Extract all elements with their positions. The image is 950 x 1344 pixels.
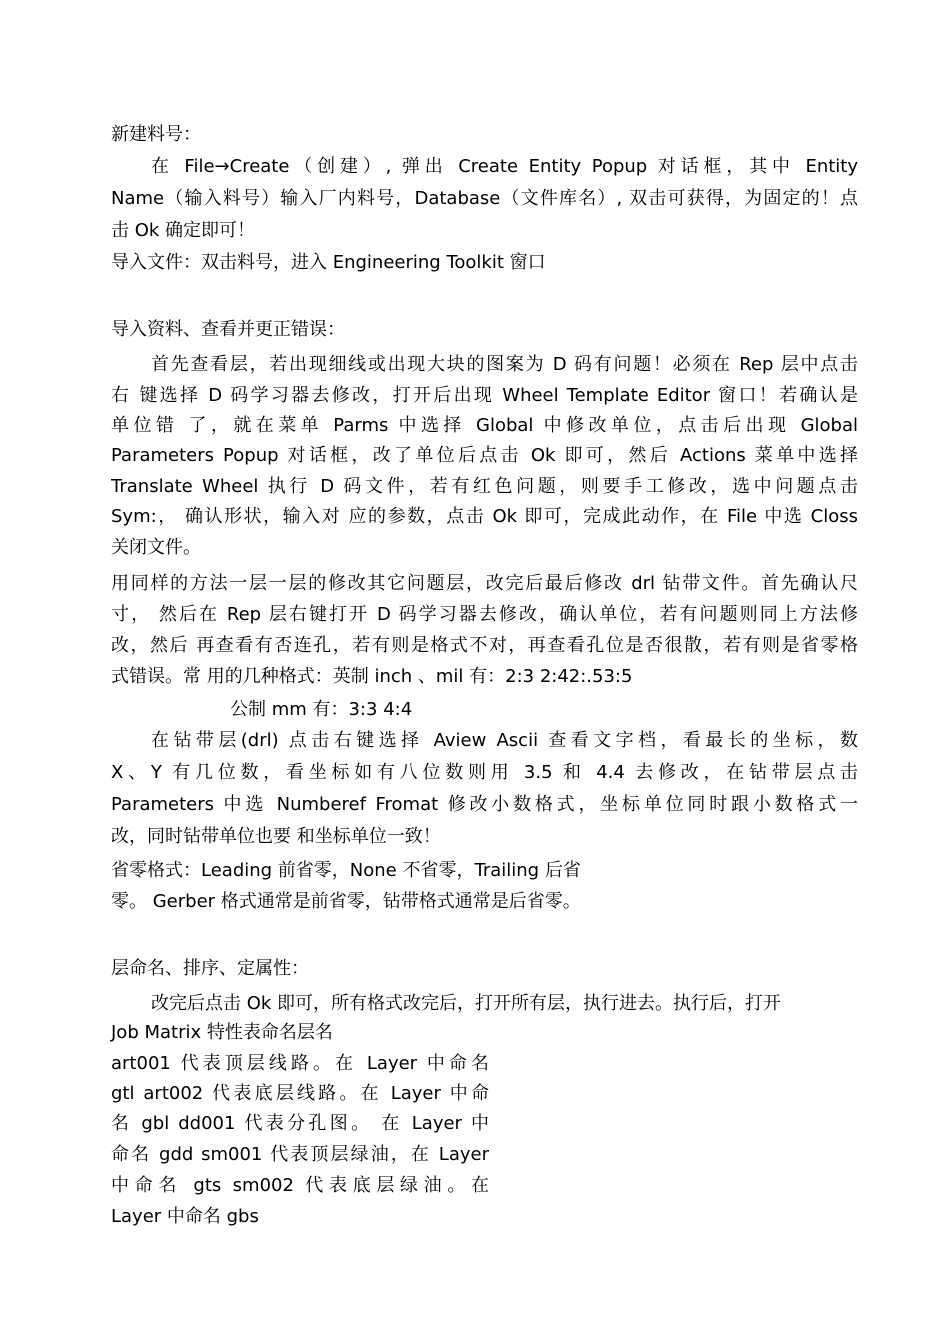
paragraph-line: 在钻带层(drl) 点击右键选择 Aview Ascii 查看文字档，看最长的坐标，数 bbox=[151, 730, 858, 751]
paragraph-line: 公制 mm 有：3:3 4:4 bbox=[230, 699, 413, 720]
paragraph-line: 式错误。常 用的几种格式：英制 inch 、mil 有：2:3 2:42:.53:5 bbox=[111, 666, 633, 687]
section-heading-new-part: 新建料号： bbox=[111, 124, 201, 145]
paragraph-line: Parameters Popup 对话框，改了单位后点击 Ok 即可，然后 Actions 菜单中选择 bbox=[111, 445, 858, 466]
paragraph-line: 右 键选择 D 码学习器去修改，打开后出现 Wheel Template Editor 窗口！若确认是 bbox=[111, 385, 858, 406]
section-heading-import: 导入资料、查看并更正错误： bbox=[111, 319, 345, 340]
paragraph-line: Translate Wheel 执行 D 码文件，若有红色问题，则要手工修改，选中问题点击 bbox=[111, 476, 858, 497]
paragraph-line: 改，然后 再查看有否连孔，若有则是格式不对，再查看孔位是否很散，若有则是省零格 bbox=[111, 635, 858, 656]
paragraph-line: 零。 Gerber 格式通常是前省零，钻带格式通常是后省零。 bbox=[111, 891, 581, 912]
paragraph-line: 击 Ok 确定即可！ bbox=[111, 220, 256, 241]
paragraph-line: 关闭文件。 bbox=[111, 537, 201, 558]
paragraph-line: art001 代表顶层线路。在 Layer 中命名 bbox=[111, 1053, 489, 1074]
paragraph-line: Layer 中命名 gbs bbox=[111, 1206, 259, 1227]
paragraph-line: 寸， 然后在 Rep 层右键打开 D 码学习器去修改，确认单位，若有问题则同上方法修 bbox=[111, 604, 858, 625]
paragraph-line: 命名 gdd sm001 代表顶层绿油，在 Layer bbox=[111, 1144, 489, 1165]
paragraph-line: 名 gbl dd001 代表分孔图。 在 Layer 中 bbox=[111, 1113, 489, 1134]
paragraph-line: 省零格式：Leading 前省零，None 不省零，Trailing 后省 bbox=[111, 860, 581, 881]
paragraph-line: 中命名 gts sm002 代表底层绿油。在 bbox=[111, 1175, 489, 1196]
section-heading-layer-naming: 层命名、排序、定属性： bbox=[111, 958, 309, 979]
paragraph-line: X、Y 有几位数，看坐标如有八位数则用 3.5 和 4.4 去修改，在钻带层点击 bbox=[111, 762, 858, 783]
paragraph-line: Sym:， 确认形状，输入对 应的参数，点击 Ok 即可，完成此动作，在 File 中选 Closs bbox=[111, 506, 858, 527]
paragraph-line: 首先查看层，若出现细线或出现大块的图案为 D 码有问题！必须在 Rep 层中点击 bbox=[151, 354, 858, 375]
paragraph-line: 改完后点击 Ok 即可，所有格式改完后，打开所有层，执行进去。执行后，打开 bbox=[151, 993, 782, 1014]
paragraph-line: 导入文件：双击料号，进入 Engineering Toolkit 窗口 bbox=[111, 252, 546, 273]
paragraph-line: 单位错 了，就在菜单 Parms 中选择 Global 中修改单位，点击后出现 Global bbox=[111, 415, 858, 436]
paragraph-line: gtl art002 代表底层线路。在 Layer 中命 bbox=[111, 1083, 489, 1104]
paragraph-line: 在 File→Create（创建）, 弹出 Create Entity Popup 对话框，其中 Entity bbox=[151, 156, 858, 177]
paragraph-line: 用同样的方法一层一层的修改其它问题层，改完后最后修改 drl 钻带文件。首先确认尺 bbox=[111, 573, 858, 594]
paragraph-line: Name（输入料号）输入厂内料号，Database（文件库名）, 双击可获得，为固定的！点 bbox=[111, 188, 858, 209]
paragraph-line: Job Matrix 特性表命名层名 bbox=[111, 1022, 333, 1043]
paragraph-line: 改，同时钻带单位也要 和坐标单位一致！ bbox=[111, 826, 441, 847]
paragraph-line: Parameters 中选 Numberef Fromat 修改小数格式，坐标单位同时跟小数格式一 bbox=[111, 794, 858, 815]
